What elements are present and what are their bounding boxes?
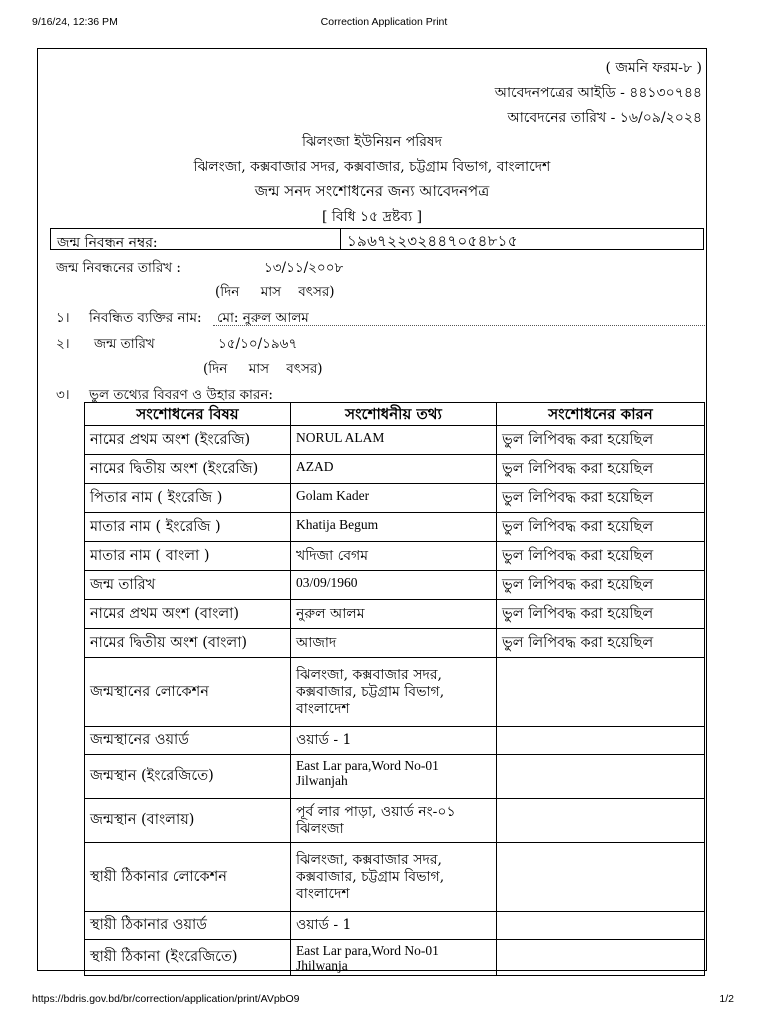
item2-number: ২। (56, 336, 70, 352)
row-value: ঝিলংজা, কক্সবাজার সদর, কক্সবাজার, চট্টগ্রাম বিভাগ, বাংলাদেশ (291, 658, 497, 727)
row-value: ওয়ার্ড - 1 (291, 912, 497, 940)
row-value: পূর্ব লার পাড়া, ওয়ার্ড নং-০১ ঝিলংজা (291, 799, 497, 843)
item3-number: ৩। (56, 387, 70, 403)
table-row (85, 629, 705, 658)
row-subject: জন্মস্থানের ওয়ার্ড (85, 727, 291, 755)
table-row (85, 571, 705, 600)
office-name: ঝিলংজা ইউনিয়ন পরিষদ (302, 134, 442, 150)
row-subject: মাতার নাম ( বাংলা ) (85, 542, 291, 571)
table-row (85, 727, 705, 755)
table-row (85, 658, 705, 727)
item1-dotted-line (213, 325, 705, 326)
application-date: আবেদনের তারিখ - ১৬/০৯/২০২৪ (507, 110, 702, 126)
row-subject: স্থায়ী ঠিকানা (ইংরেজিতে) (85, 940, 291, 976)
row-reason (497, 912, 705, 940)
row-reason (497, 658, 705, 727)
print-page-title: Correction Application Print (320, 16, 448, 28)
row-subject: জন্মস্থান (ইংরেজিতে) (85, 755, 291, 799)
row-value: Golam Kader (291, 484, 497, 513)
item1-number: ১। (56, 310, 70, 326)
document-title: জন্ম সনদ সংশোধনের জন্য আবেদনপত্র (254, 182, 490, 200)
row-subject: স্থায়ী ঠিকানার লোকেশন (85, 843, 291, 912)
table-header-row (85, 403, 705, 426)
header-subject: সংশোধনের বিষয় (85, 403, 291, 426)
print-datetime: 9/16/24, 12:36 PM (32, 16, 118, 28)
table-row (85, 843, 705, 912)
row-value: Khatija Begum (291, 513, 497, 542)
print-url: https://bdris.gov.bd/br/correction/application/print/AVpbO9 (32, 993, 300, 1005)
row-subject: মাতার নাম ( ইংরেজি ) (85, 513, 291, 542)
row-value: 03/09/1960 (291, 571, 497, 600)
form-number: ( জমনি ফরম-৮ ) (605, 60, 702, 76)
item1-value: মো: নুরুল আলম (217, 310, 309, 326)
registration-date-value: ১৩/১১/২০০৮ (264, 260, 344, 276)
table-row (85, 542, 705, 571)
row-subject: জন্মস্থানের লোকেশন (85, 658, 291, 727)
item3-label: ভুল তথ্যের বিবরণ ও উহার কারন: (89, 387, 273, 403)
row-reason (497, 940, 705, 976)
table-row (85, 484, 705, 513)
row-value: খদিজা বেগম (291, 542, 497, 571)
table-row (85, 455, 705, 484)
registration-date-label: জন্ম নিবন্ধনের তারিখ : (56, 260, 181, 276)
office-address: ঝিলংজা, কক্সবাজার সদর, কক্সবাজার, চট্টগ্রাম বিভাগ, বাংলাদেশ (193, 159, 551, 175)
registration-number-value: ১৯৬৭২২৩২৪৪৭০৫৪৮১৫ (347, 232, 518, 250)
row-subject: নামের দ্বিতীয় অংশ (ইংরেজি) (85, 455, 291, 484)
print-page-counter: 1/2 (719, 993, 734, 1005)
row-reason (497, 799, 705, 843)
row-subject: জন্ম তারিখ (85, 571, 291, 600)
item2-label: জন্ম তারিখ (94, 336, 155, 352)
row-reason (497, 727, 705, 755)
registration-number-label: জন্ম নিবন্ধন নম্বর: (51, 229, 341, 249)
row-value: আজাদ (291, 629, 497, 658)
row-reason: ভুল লিপিবদ্ধ করা হয়েছিল (497, 542, 705, 571)
row-value: নুরুল আলম (291, 600, 497, 629)
item1-label: নিবন্ধিত ব্যক্তির নাম: (89, 310, 202, 326)
row-reason (497, 755, 705, 799)
row-reason: ভুল লিপিবদ্ধ করা হয়েছিল (497, 600, 705, 629)
row-value: NORUL ALAM (291, 426, 497, 455)
table-row (85, 755, 705, 799)
item2-date-format: (দিন মাস বৎসর) (203, 361, 323, 377)
rule-reference: [ বিধি ১৫ দ্রষ্টব্য ] (321, 209, 423, 225)
table-row (85, 513, 705, 542)
row-value: ঝিলংজা, কক্সবাজার সদর, কক্সবাজার, চট্টগ্রাম বিভাগ, বাংলাদেশ (291, 843, 497, 912)
row-value: AZAD (291, 455, 497, 484)
registration-number-box (50, 228, 704, 250)
row-reason: ভুল লিপিবদ্ধ করা হয়েছিল (497, 426, 705, 455)
row-reason: ভুল লিপিবদ্ধ করা হয়েছিল (497, 629, 705, 658)
row-value: East Lar para,Word No-01 Jhilwanja (291, 940, 497, 976)
row-subject: নামের প্রথম অংশ (বাংলা) (85, 600, 291, 629)
row-subject: নামের প্রথম অংশ (ইংরেজি) (85, 426, 291, 455)
table-row (85, 600, 705, 629)
row-subject: পিতার নাম ( ইংরেজি ) (85, 484, 291, 513)
correction-table (84, 402, 705, 976)
table-row (85, 426, 705, 455)
row-reason: ভুল লিপিবদ্ধ করা হয়েছিল (497, 455, 705, 484)
row-subject: নামের দ্বিতীয় অংশ (বাংলা) (85, 629, 291, 658)
registration-date-format: (দিন মাস বৎসর) (215, 284, 335, 300)
table-row (85, 912, 705, 940)
row-subject: স্থায়ী ঠিকানার ওয়ার্ড (85, 912, 291, 940)
row-value: East Lar para,Word No-01 Jilwanjah (291, 755, 497, 799)
header-reason: সংশোধনের কারন (497, 403, 705, 426)
table-row (85, 799, 705, 843)
row-subject: জন্মস্থান (বাংলায়) (85, 799, 291, 843)
row-reason: ভুল লিপিবদ্ধ করা হয়েছিল (497, 571, 705, 600)
print-header (0, 16, 768, 32)
table-row (85, 940, 705, 976)
row-reason (497, 843, 705, 912)
row-value: ওয়ার্ড - 1 (291, 727, 497, 755)
item2-value: ১৫/১০/১৯৬৭ (218, 336, 298, 352)
row-reason: ভুল লিপিবদ্ধ করা হয়েছিল (497, 513, 705, 542)
header-value: সংশোধনীয় তথ্য (291, 403, 497, 426)
row-reason: ভুল লিপিবদ্ধ করা হয়েছিল (497, 484, 705, 513)
application-id: আবেদনপত্রের আইডি - ৪৪১৩০৭৪৪ (494, 85, 702, 101)
